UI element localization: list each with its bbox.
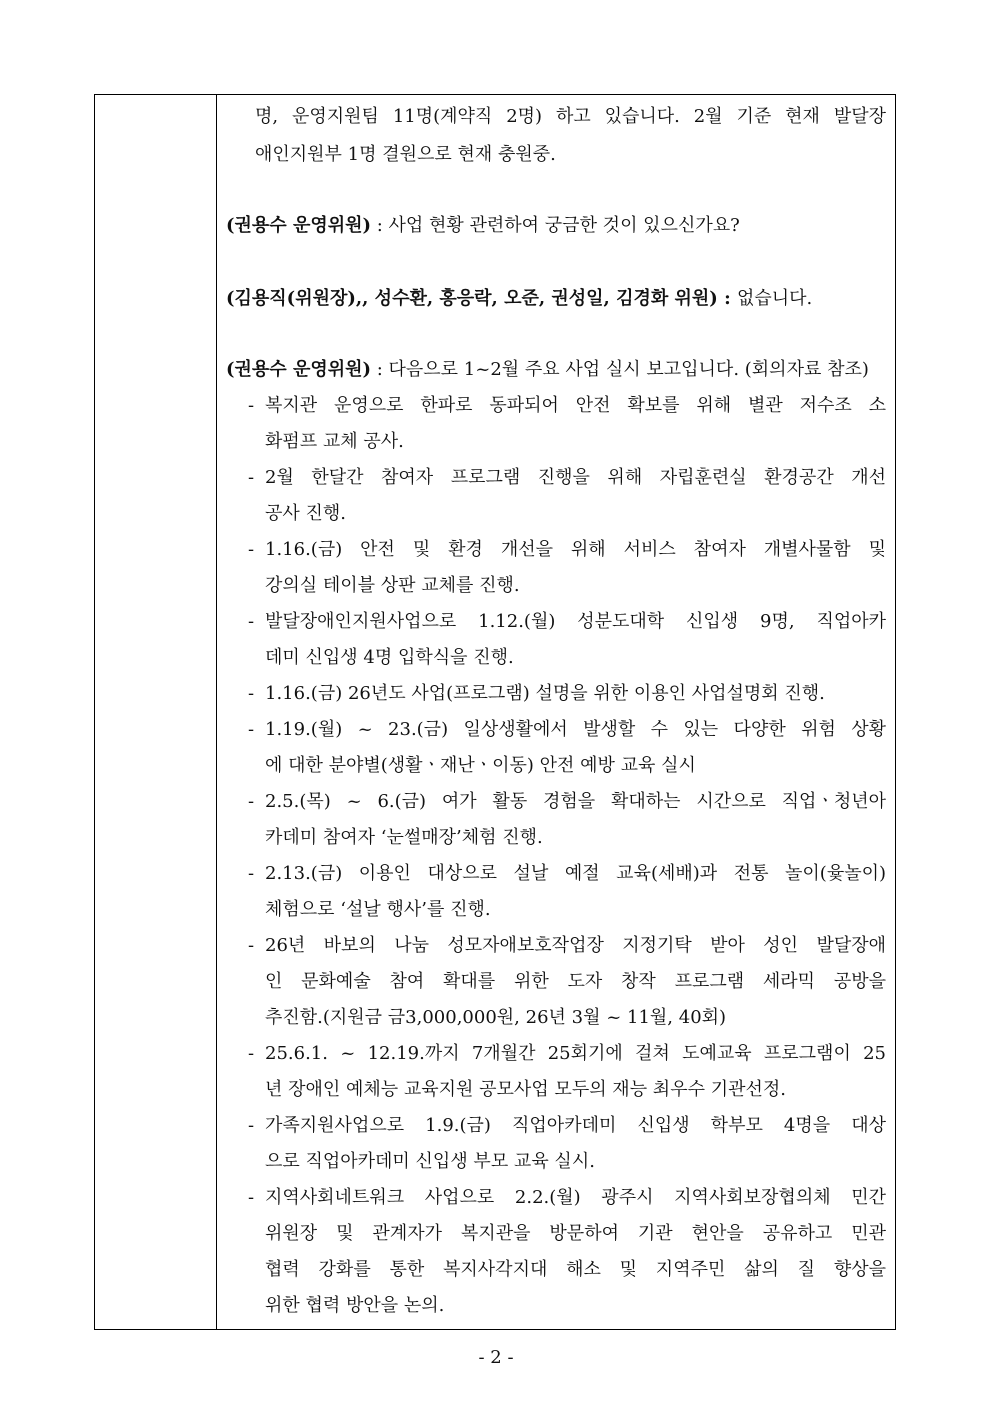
intro-line-2: 애인지원부 1명 결원으로 현재 충원중. [255, 144, 556, 165]
bullet-line: 복지관 운영으로 한파로 동파되어 안전 확보를 위해 별관 저수조 소 [265, 395, 886, 416]
bullet-line: 지역사회네트워크 사업으로 2.2.(월) 광주시 지역사회보장협의체 민간 [265, 1187, 886, 1208]
bullet-line: 2.13.(금) 이용인 대상으로 설날 예절 교육(세배)과 전통 놀이(윷놀이) [265, 863, 886, 884]
bullet-line: 26년 바보의 나눔 성모자애보호작업장 지정기탁 받아 성인 발달장애 [265, 935, 886, 956]
bullet-line: 2.5.(목) ~ 6.(금) 여가 활동 경험을 확대하는 시간으로 직업ㆍ청년아 [265, 791, 886, 812]
label-column [95, 95, 217, 1329]
intro-line-1: 명, 운영지원팀 11명(계약직 2명) 하고 있습니다. 2월 기준 현재 발달장 [255, 106, 886, 127]
bullet-line: 1.16.(금) 26년도 사업(프로그램) 설명을 위한 이용인 사업설명회 진행. [265, 683, 825, 704]
question-paragraph [226, 214, 740, 238]
bullet-dash: - [247, 719, 255, 740]
question-text: : 사업 현황 관련하여 궁금한 것이 있으신가요? [371, 215, 740, 236]
bullet-dash: - [247, 863, 255, 884]
bullet-dash: - [247, 539, 255, 560]
bullet-line: 공사 진행. [265, 503, 346, 524]
bullet-line: 25.6.1. ~ 12.19.까지 7개월간 25회기에 걸쳐 도예교육 프로그램이 25 [265, 1043, 886, 1064]
bullet-line: 2월 한달간 참여자 프로그램 진행을 위해 자립훈련실 환경공간 개선 [265, 467, 886, 488]
bullet-line: 1.19.(월) ~ 23.(금) 일상생활에서 발생할 수 있는 다양한 위험 상황 [265, 719, 886, 740]
answer-paragraph [226, 287, 812, 311]
bullet-line: 가족지원사업으로 1.9.(금) 직업아카데미 신입생 학부모 4명을 대상 [265, 1115, 886, 1136]
bullet-dash: - [247, 1115, 255, 1136]
bullet-line: 추진함.(지원금 금3,000,000원, 26년 3월 ~ 11월, 40회) [265, 1007, 727, 1028]
bullet-line: 데미 신입생 4명 입학식을 진행. [265, 647, 514, 668]
answer-speaker: (김용직(위원장),, 성수환, 홍응락, 오준, 권성일, 김경화 위원) : [226, 288, 737, 309]
bullet-dash: - [247, 791, 255, 812]
bullet-line: 발달장애인지원사업으로 1.12.(월) 성분도대학 신입생 9명, 직업아카 [265, 611, 886, 632]
bullet-line: 협력 강화를 통한 복지사각지대 해소 및 지역주민 삶의 질 향상을 [265, 1259, 886, 1280]
bullet-dash: - [247, 395, 255, 416]
bullet-dash: - [247, 611, 255, 632]
question-speaker: (권용수 운영위원) [226, 215, 372, 236]
bullet-line: 강의실 테이블 상판 교체를 진행. [265, 575, 520, 596]
bullet-line: 으로 직업아카데미 신입생 부모 교육 실시. [265, 1151, 595, 1172]
bullet-dash: - [247, 1187, 255, 1208]
bullet-line: 위원장 및 관계자가 복지관을 방문하여 기관 현안을 공유하고 민관 [265, 1223, 886, 1244]
bullet-line: 화펌프 교체 공사. [265, 431, 404, 452]
report-paragraph [226, 358, 869, 382]
bullet-line: 1.16.(금) 안전 및 환경 개선을 위해 서비스 참여자 개별사물함 및 [265, 539, 886, 560]
bullet-line: 에 대한 분야별(생활ㆍ재난ㆍ이동) 안전 예방 교육 실시 [265, 755, 696, 776]
bullet-dash: - [247, 683, 255, 704]
bullet-dash: - [247, 467, 255, 488]
bullet-line: 년 장애인 예체능 교육지원 공모사업 모두의 재능 최우수 기관선정. [265, 1079, 786, 1100]
bullet-line: 체험으로 ‘설날 행사’를 진행. [265, 899, 491, 920]
bullet-dash: - [247, 1043, 255, 1064]
answer-text: 없습니다. [736, 288, 813, 309]
minutes-table [94, 94, 896, 1330]
page-number: - 2 - [478, 1347, 514, 1368]
bullet-line: 인 문화예술 참여 확대를 위한 도자 창작 프로그램 세라믹 공방을 [265, 971, 886, 992]
report-text: : 다음으로 1~2월 주요 사업 실시 보고입니다. (회의자료 참조) [371, 359, 869, 380]
bullet-line: 위한 협력 방안을 논의. [265, 1295, 445, 1316]
bullet-line: 카데미 참여자 ‘눈썰매장’체험 진행. [265, 827, 543, 848]
bullet-dash: - [247, 935, 255, 956]
report-speaker: (권용수 운영위원) [226, 359, 372, 380]
